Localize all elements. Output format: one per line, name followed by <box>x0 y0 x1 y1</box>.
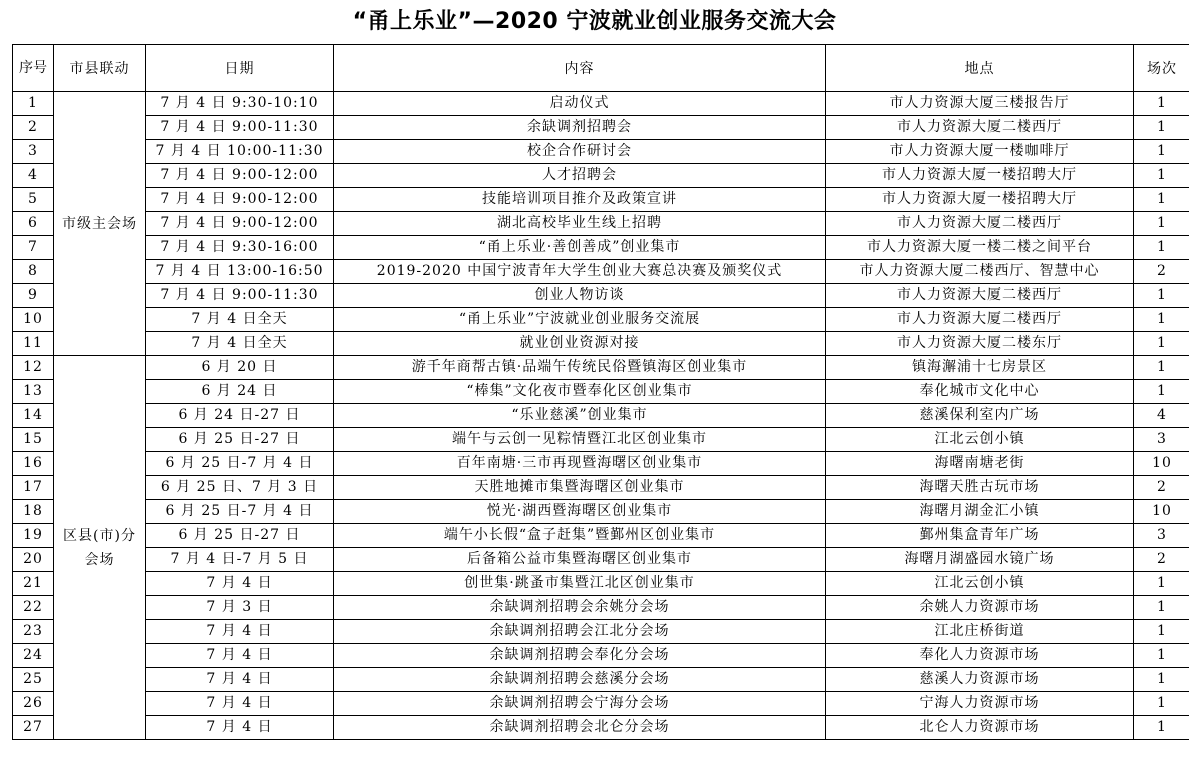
date-cell: 7 月 4 日 9:00-11:30 <box>146 116 334 140</box>
table-row <box>13 332 1189 356</box>
venue-cell: 江北云创小镇 <box>826 428 1134 452</box>
header-content: 内容 <box>334 45 826 92</box>
venue-cell: 海曙天胜古玩市场 <box>826 476 1134 500</box>
sessions-cell: 2 <box>1134 548 1189 572</box>
row-number-cell: 21 <box>13 572 54 596</box>
row-number-cell: 4 <box>13 164 54 188</box>
date-cell: 6 月 24 日 <box>146 380 334 404</box>
venue-cell: 慈溪人力资源市场 <box>826 668 1134 692</box>
header-date: 日期 <box>146 45 334 92</box>
venue-cell: 海曙月湖金汇小镇 <box>826 500 1134 524</box>
sessions-cell: 1 <box>1134 332 1189 356</box>
date-cell: 6 月 25 日-7 月 4 日 <box>146 500 334 524</box>
content-cell: 余缺调剂招聘会宁海分会场 <box>334 692 826 716</box>
date-cell: 7 月 4 日 9:30-16:00 <box>146 236 334 260</box>
table-row <box>13 500 1189 524</box>
sessions-cell: 1 <box>1134 140 1189 164</box>
table-row <box>13 644 1189 668</box>
venue-cell: 江北云创小镇 <box>826 572 1134 596</box>
header-sessions: 场次 <box>1134 45 1189 92</box>
table-row <box>13 212 1189 236</box>
table-row <box>13 524 1189 548</box>
table-header-row <box>13 45 1189 92</box>
row-number-cell: 20 <box>13 548 54 572</box>
venue-cell: 北仑人力资源市场 <box>826 716 1134 740</box>
table-row <box>13 620 1189 644</box>
row-number-cell: 13 <box>13 380 54 404</box>
venue-cell: 奉化城市文化中心 <box>826 380 1134 404</box>
sessions-cell: 1 <box>1134 236 1189 260</box>
table-row <box>13 404 1189 428</box>
venue-cell: 市人力资源大厦一楼二楼之间平台 <box>826 236 1134 260</box>
content-cell: 游千年商帮古镇·品端午传统民俗暨镇海区创业集市 <box>334 356 826 380</box>
group-label-cell: 区县(市)分会场 <box>54 356 146 740</box>
row-number-cell: 26 <box>13 692 54 716</box>
row-number-cell: 6 <box>13 212 54 236</box>
date-cell: 7 月 4 日 <box>146 692 334 716</box>
date-cell: 6 月 25 日-27 日 <box>146 428 334 452</box>
date-cell: 7 月 4 日 9:00-11:30 <box>146 284 334 308</box>
venue-cell: 市人力资源大厦二楼西厅 <box>826 308 1134 332</box>
sessions-cell: 2 <box>1134 260 1189 284</box>
row-number-cell: 19 <box>13 524 54 548</box>
table-body <box>13 92 1189 740</box>
header-linkage: 市县联动 <box>54 45 146 92</box>
venue-cell: 宁海人力资源市场 <box>826 692 1134 716</box>
venue-cell: 慈溪保利室内广场 <box>826 404 1134 428</box>
sessions-cell: 1 <box>1134 116 1189 140</box>
row-number-cell: 16 <box>13 452 54 476</box>
content-cell: 后备箱公益市集暨海曙区创业集市 <box>334 548 826 572</box>
date-cell: 7 月 4 日 <box>146 668 334 692</box>
venue-cell: 市人力资源大厦二楼东厅 <box>826 332 1134 356</box>
table-row <box>13 92 1189 116</box>
date-cell: 7 月 4 日 13:00-16:50 <box>146 260 334 284</box>
date-cell: 7 月 4 日 9:00-12:00 <box>146 164 334 188</box>
venue-cell: 市人力资源大厦二楼西厅 <box>826 116 1134 140</box>
venue-cell: 市人力资源大厦一楼招聘大厅 <box>826 164 1134 188</box>
table-row <box>13 548 1189 572</box>
sessions-cell: 10 <box>1134 500 1189 524</box>
table-row <box>13 140 1189 164</box>
venue-cell: 海曙南塘老街 <box>826 452 1134 476</box>
date-cell: 6 月 24 日-27 日 <box>146 404 334 428</box>
content-cell: “乐业慈溪”创业集市 <box>334 404 826 428</box>
date-cell: 6 月 25 日、7 月 3 日 <box>146 476 334 500</box>
venue-cell: 市人力资源大厦一楼招聘大厅 <box>826 188 1134 212</box>
table-row <box>13 164 1189 188</box>
content-cell: 技能培训项目推介及政策宣讲 <box>334 188 826 212</box>
row-number-cell: 17 <box>13 476 54 500</box>
content-cell: 天胜地摊市集暨海曙区创业集市 <box>334 476 826 500</box>
header-venue: 地点 <box>826 45 1134 92</box>
venue-cell: 市人力资源大厦一楼咖啡厅 <box>826 140 1134 164</box>
sessions-cell: 2 <box>1134 476 1189 500</box>
page-title: “甬上乐业”—2020 宁波就业创业服务交流大会 <box>352 9 837 34</box>
table-row <box>13 236 1189 260</box>
content-cell: 创世集·跳蚤市集暨江北区创业集市 <box>334 572 826 596</box>
venue-cell: 奉化人力资源市场 <box>826 644 1134 668</box>
venue-cell: 海曙月湖盛园水镜广场 <box>826 548 1134 572</box>
date-cell: 7 月 4 日全天 <box>146 332 334 356</box>
table-row <box>13 380 1189 404</box>
date-cell: 7 月 4 日 9:00-12:00 <box>146 212 334 236</box>
row-number-cell: 15 <box>13 428 54 452</box>
table-row <box>13 116 1189 140</box>
row-number-cell: 27 <box>13 716 54 740</box>
content-cell: 余缺调剂招聘会奉化分会场 <box>334 644 826 668</box>
row-number-cell: 2 <box>13 116 54 140</box>
content-cell: “甬上乐业·善创善成”创业集市 <box>334 236 826 260</box>
table-row <box>13 668 1189 692</box>
row-number-cell: 12 <box>13 356 54 380</box>
sessions-cell: 1 <box>1134 380 1189 404</box>
sessions-cell: 1 <box>1134 692 1189 716</box>
date-cell: 7 月 4 日全天 <box>146 308 334 332</box>
sessions-cell: 1 <box>1134 92 1189 116</box>
content-cell: 人才招聘会 <box>334 164 826 188</box>
row-number-cell: 9 <box>13 284 54 308</box>
sessions-cell: 10 <box>1134 452 1189 476</box>
sessions-cell: 1 <box>1134 212 1189 236</box>
sessions-cell: 1 <box>1134 644 1189 668</box>
content-cell: 就业创业资源对接 <box>334 332 826 356</box>
content-cell: 百年南塘·三市再现暨海曙区创业集市 <box>334 452 826 476</box>
table-row <box>13 596 1189 620</box>
venue-cell: 市人力资源大厦三楼报告厅 <box>826 92 1134 116</box>
events-table <box>12 44 1189 740</box>
sessions-cell: 3 <box>1134 428 1189 452</box>
row-number-cell: 14 <box>13 404 54 428</box>
date-cell: 6 月 25 日-27 日 <box>146 524 334 548</box>
row-number-cell: 23 <box>13 620 54 644</box>
sessions-cell: 1 <box>1134 356 1189 380</box>
table-row <box>13 692 1189 716</box>
date-cell: 7 月 4 日 <box>146 572 334 596</box>
sessions-cell: 1 <box>1134 668 1189 692</box>
content-cell: 余缺调剂招聘会慈溪分会场 <box>334 668 826 692</box>
table-row <box>13 260 1189 284</box>
content-cell: 余缺调剂招聘会北仑分会场 <box>334 716 826 740</box>
table-row <box>13 476 1189 500</box>
row-number-cell: 1 <box>13 92 54 116</box>
sessions-cell: 1 <box>1134 596 1189 620</box>
header-seq: 序号 <box>13 45 54 92</box>
sessions-cell: 1 <box>1134 572 1189 596</box>
sessions-cell: 1 <box>1134 164 1189 188</box>
table-row <box>13 452 1189 476</box>
table-row <box>13 188 1189 212</box>
date-cell: 7 月 4 日 <box>146 620 334 644</box>
row-number-cell: 22 <box>13 596 54 620</box>
table-row <box>13 284 1189 308</box>
content-cell: 校企合作研讨会 <box>334 140 826 164</box>
sessions-cell: 4 <box>1134 404 1189 428</box>
date-cell: 6 月 20 日 <box>146 356 334 380</box>
date-cell: 7 月 4 日 <box>146 644 334 668</box>
venue-cell: 余姚人力资源市场 <box>826 596 1134 620</box>
venue-cell: 鄞州集盒青年广场 <box>826 524 1134 548</box>
content-cell: “甬上乐业”宁波就业创业服务交流展 <box>334 308 826 332</box>
date-cell: 7 月 4 日 10:00-11:30 <box>146 140 334 164</box>
venue-cell: 市人力资源大厦二楼西厅 <box>826 284 1134 308</box>
sessions-cell: 1 <box>1134 284 1189 308</box>
sessions-cell: 1 <box>1134 716 1189 740</box>
venue-cell: 江北庄桥街道 <box>826 620 1134 644</box>
row-number-cell: 11 <box>13 332 54 356</box>
date-cell: 7 月 4 日 <box>146 716 334 740</box>
row-number-cell: 7 <box>13 236 54 260</box>
content-cell: 启动仪式 <box>334 92 826 116</box>
sessions-cell: 1 <box>1134 620 1189 644</box>
date-cell: 7 月 4 日 9:30-10:10 <box>146 92 334 116</box>
content-cell: “棒集”文化夜市暨奉化区创业集市 <box>334 380 826 404</box>
content-cell: 余缺调剂招聘会江北分会场 <box>334 620 826 644</box>
table-row <box>13 308 1189 332</box>
row-number-cell: 24 <box>13 644 54 668</box>
row-number-cell: 5 <box>13 188 54 212</box>
sessions-cell: 3 <box>1134 524 1189 548</box>
group-label-cell: 市级主会场 <box>54 92 146 356</box>
table-row <box>13 572 1189 596</box>
row-number-cell: 8 <box>13 260 54 284</box>
content-cell: 2019-2020 中国宁波青年大学生创业大赛总决赛及颁奖仪式 <box>334 260 826 284</box>
content-cell: 创业人物访谈 <box>334 284 826 308</box>
content-cell: 余缺调剂招聘会 <box>334 116 826 140</box>
table-row <box>13 428 1189 452</box>
sessions-cell: 1 <box>1134 188 1189 212</box>
venue-cell: 镇海澥浦十七房景区 <box>826 356 1134 380</box>
date-cell: 7 月 3 日 <box>146 596 334 620</box>
content-cell: 端午与云创一见粽情暨江北区创业集市 <box>334 428 826 452</box>
date-cell: 7 月 4 日-7 月 5 日 <box>146 548 334 572</box>
date-cell: 7 月 4 日 9:00-12:00 <box>146 188 334 212</box>
row-number-cell: 3 <box>13 140 54 164</box>
content-cell: 余缺调剂招聘会余姚分会场 <box>334 596 826 620</box>
content-cell: 湖北高校毕业生线上招聘 <box>334 212 826 236</box>
sessions-cell: 1 <box>1134 308 1189 332</box>
venue-cell: 市人力资源大厦二楼西厅、智慧中心 <box>826 260 1134 284</box>
content-cell: 悦光·湖西暨海曙区创业集市 <box>334 500 826 524</box>
row-number-cell: 10 <box>13 308 54 332</box>
row-number-cell: 18 <box>13 500 54 524</box>
venue-cell: 市人力资源大厦二楼西厅 <box>826 212 1134 236</box>
table-row <box>13 356 1189 380</box>
table-row <box>13 716 1189 740</box>
row-number-cell: 25 <box>13 668 54 692</box>
content-cell: 端午小长假“盒子赶集”暨鄞州区创业集市 <box>334 524 826 548</box>
date-cell: 6 月 25 日-7 月 4 日 <box>146 452 334 476</box>
